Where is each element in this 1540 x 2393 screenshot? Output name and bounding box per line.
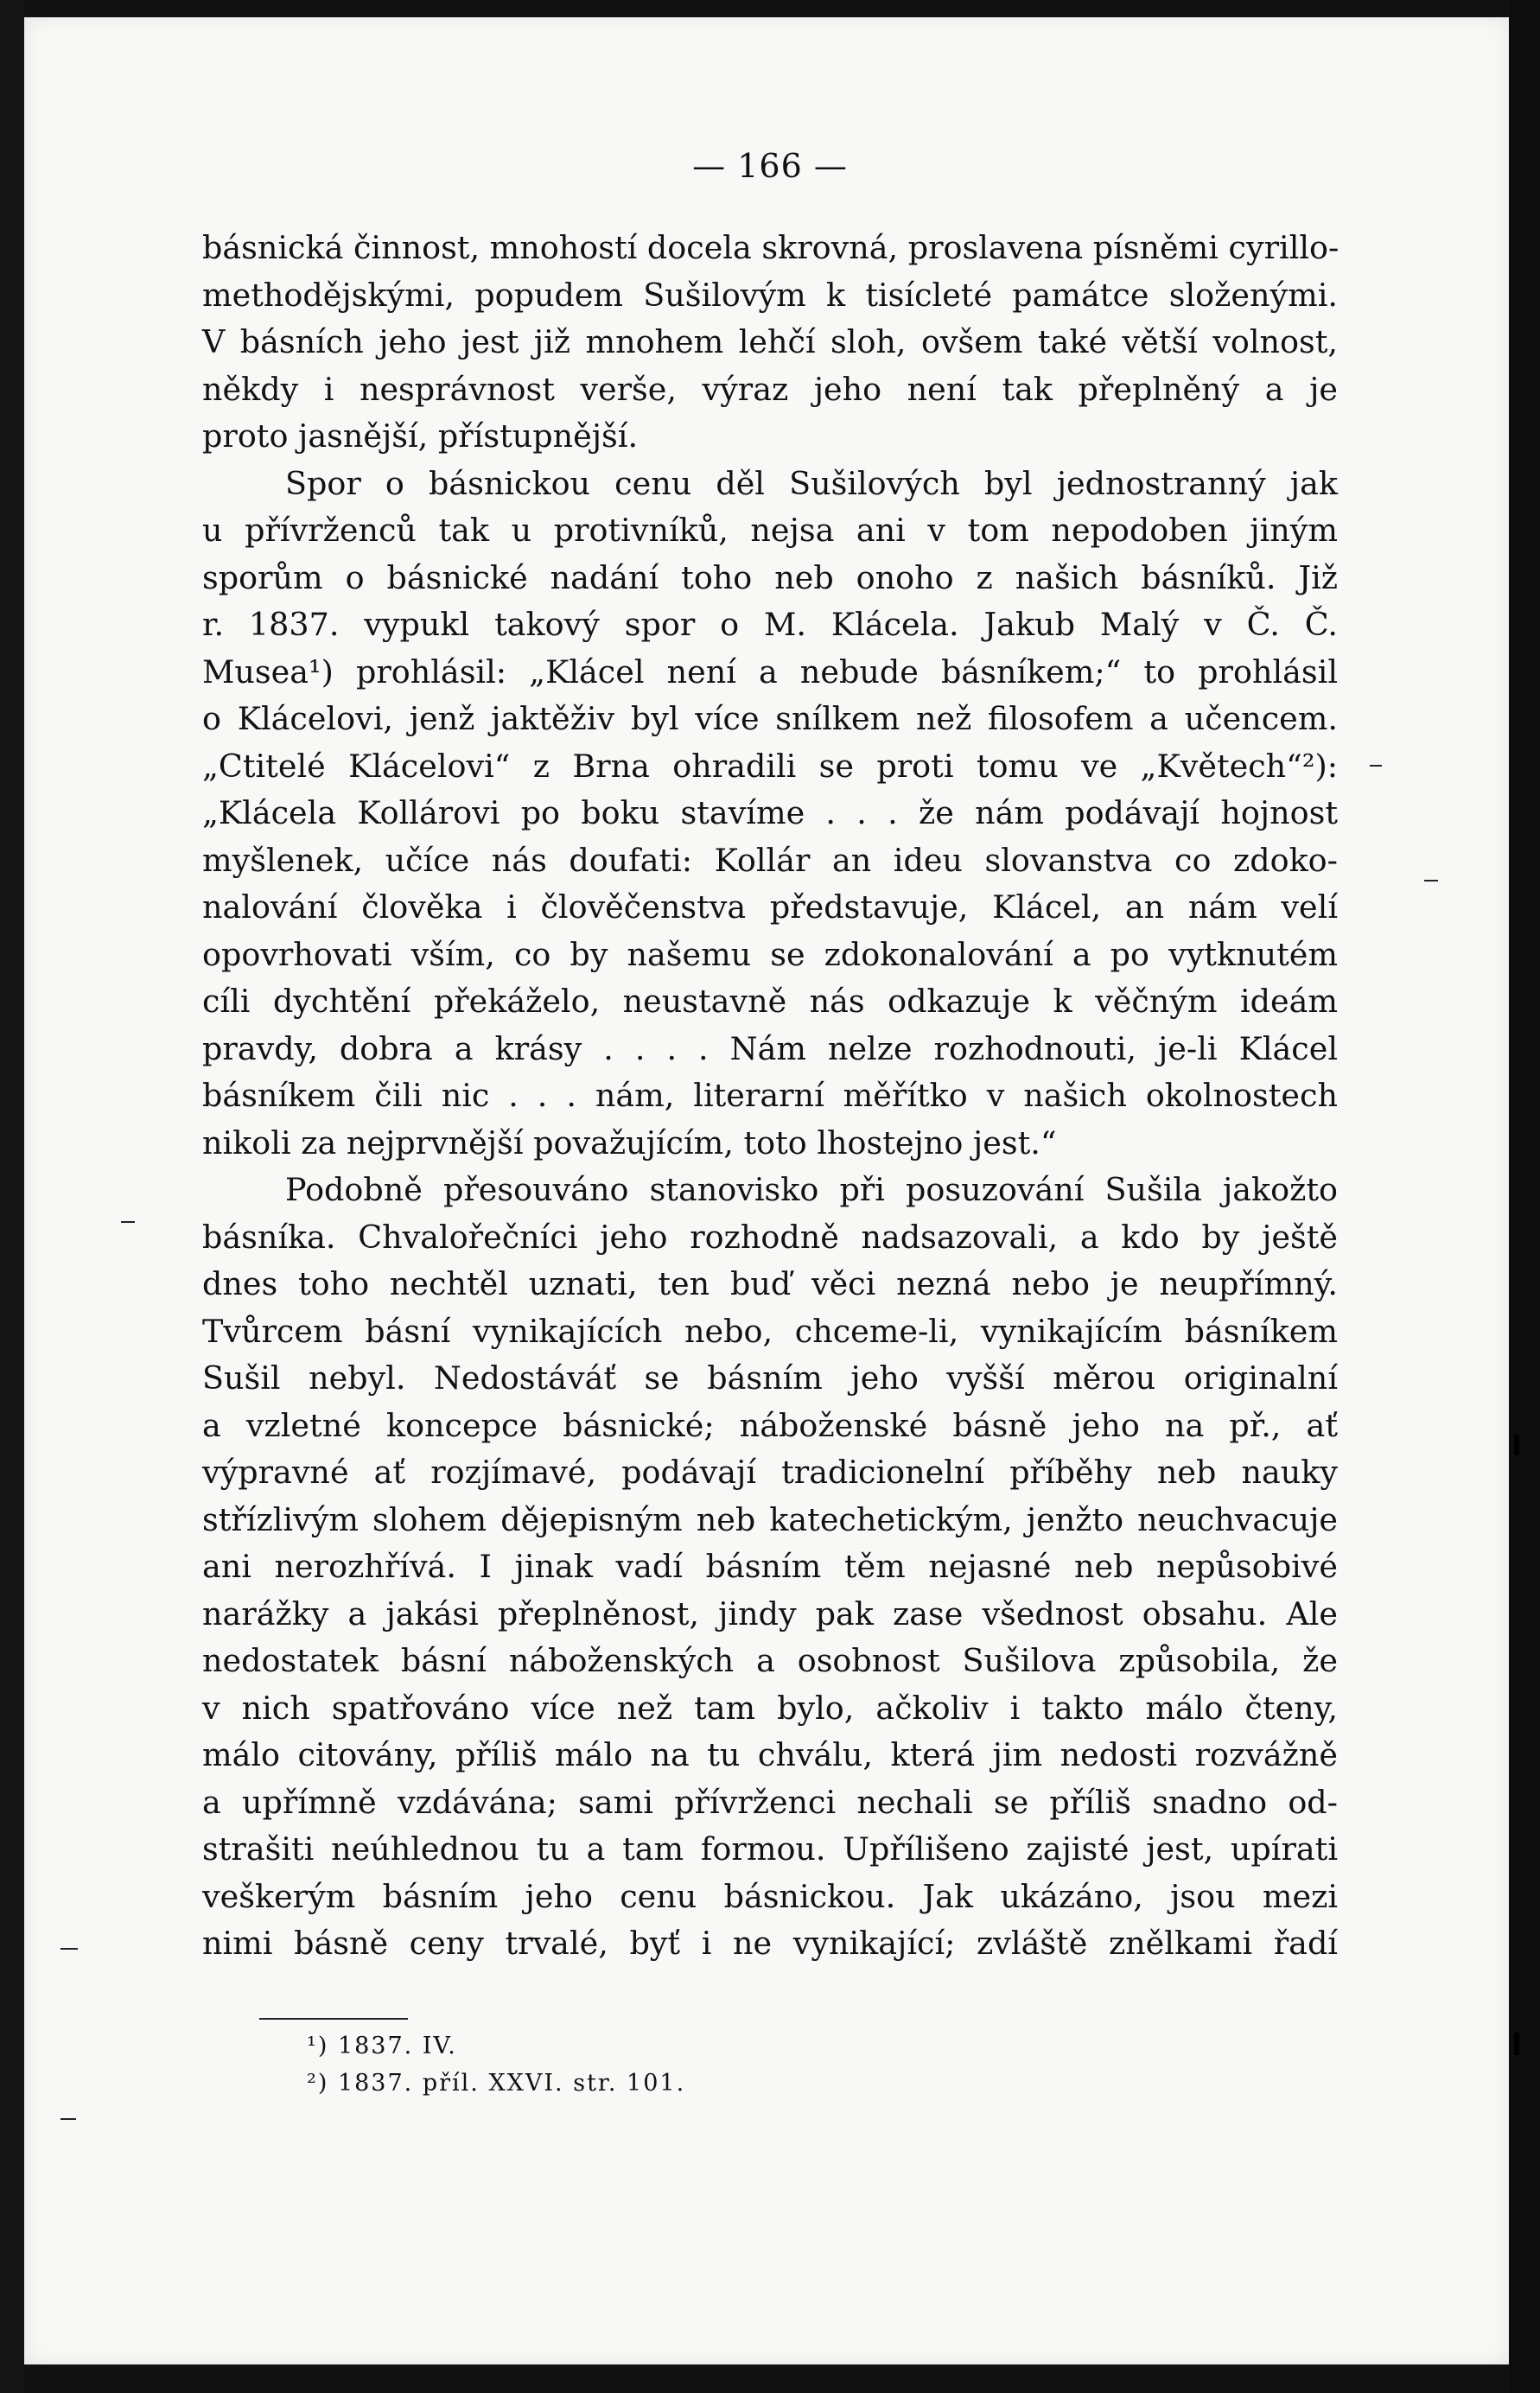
text-line: o Klácelovi, jenž jaktěživ byl více snílkem než filosofem a učencem.	[202, 700, 1338, 737]
body-text	[202, 225, 1338, 1968]
text-line: v nich spatřováno více než tam bylo, ačkoliv i takto málo čteny,	[202, 1689, 1338, 1727]
right-edge-mark	[1514, 1435, 1519, 1455]
text-line: u přívrženců tak u protivníků, nejsa ani v tom nepodoben jiným	[202, 512, 1338, 549]
scan-left-border	[0, 0, 24, 2393]
text-line: básnická činnost, mnohostí docela skrovná, proslavena písněmi cyrillo-	[202, 229, 1340, 266]
footnote-2: ²) 1837. příl. XXVI. str. 101.	[307, 2070, 686, 2097]
page-number: — 166 —	[692, 147, 848, 185]
text-line: a upřímně vzdávána; sami přívrženci nechali se příliš snadno od-	[202, 1783, 1338, 1821]
text-line: pravdy, dobra a krásy . . . . Nám nelze rozhodnouti, je-li Klácel	[202, 1029, 1338, 1067]
text-line: cíli dychtění překáželo, neustavně nás odkazuje k věčným ideám	[202, 983, 1338, 1020]
text-line: opovrhovati vším, co by našemu se zdokonalování a po vytknutém	[202, 935, 1338, 973]
text-line: nikoli za nejprvnější považujícím, toto lhostejno jest.“	[202, 1123, 1057, 1161]
text-line: Musea¹) prohlásil: „Klácel není a nebude básníkem;“ to prohlásil	[202, 652, 1338, 691]
footnotes	[307, 2027, 685, 2102]
text-line: Tvůrcem básní vynikajících nebo, chceme-li, vynikajícím básníkem	[202, 1312, 1338, 1350]
margin-tick-left	[121, 1221, 135, 1223]
text-line: proto jasnější, přístupnější.	[202, 417, 639, 455]
text-line: myšlenek, učíce nás doufati: Kollár an ideu slovanstva co zdoko-	[202, 841, 1338, 879]
footnote-rule	[259, 2018, 408, 2020]
text-line: Spor o básnickou cenu děl Sušilových byl jednostranný jak	[285, 464, 1338, 502]
text-line: nedostatek básní náboženských a osobnost Sušilova způsobila, že	[202, 1642, 1338, 1679]
text-line: „Ctitelé Klácelovi“ z Brna ohradili se proti tomu ve „Květech“²):	[202, 747, 1338, 785]
text-line: a vzletné koncepce básnické; náboženské básně jeho na př., ať	[202, 1406, 1338, 1444]
text-line: ani nerozhřívá. I jinak vadí básním těm nejasné neb nepůsobivé	[202, 1548, 1338, 1585]
text-line: Podobně přesouváno stanovisko při posuzování Sušila jakožto	[285, 1171, 1338, 1208]
text-line: někdy i nesprávnost verše, výraz jeho není tak přeplněný a je	[202, 370, 1338, 408]
right-edge-mark	[1514, 2033, 1519, 2055]
text-line: nalování člověka i člověčenstva představuje, Klácel, an nám velí	[202, 888, 1338, 926]
text-line: básníkem čili nic . . . nám, literarní měřítko v našich okolnostech	[202, 1077, 1338, 1114]
text-line: výpravné ať rozjímavé, podávají tradicionelní příběhy neb nauky	[202, 1454, 1338, 1491]
margin-tick-left	[60, 2118, 76, 2120]
text-line: narážky a jakási přeplněnost, jindy pak zase všednost obsahu. Ale	[202, 1594, 1338, 1632]
text-line: málo citovány, příliš málo na tu chválu, která jim nedosti rozvážně	[202, 1736, 1338, 1773]
text-line: nimi básně ceny trvalé, byť i ne vynikající; zvláště znělkami řadí	[202, 1925, 1338, 1962]
text-line: „Klácela Kollárovi po boku stavíme . . . že nám podávají hojnost	[202, 794, 1338, 831]
text-line: strašiti neúhlednou tu a tam formou. Upřílišeno zajisté jest, upírati	[202, 1830, 1338, 1868]
text-line: r. 1837. vypukl takový spor o M. Klácela. Jakub Malý v Č. Č.	[202, 606, 1338, 643]
text-line: střízlivým slohem dějepisným neb katechetickým, jenžto neuchvacuje	[202, 1500, 1338, 1538]
text-line: Sušil nebyl. Nedostáváť se básním jeho vyšší měrou originalní	[202, 1359, 1338, 1397]
text-line: básníka. Chvalořečníci jeho rozhodně nadsazovali, a kdo by ještě	[202, 1218, 1338, 1256]
text-line: methodějskými, popudem Sušilovým k tisícleté památce složenými.	[202, 276, 1338, 314]
footnote-1: ¹) 1837. IV.	[307, 2033, 457, 2059]
text-line: veškerým básním jeho cenu básnickou. Jak ukázáno, jsou mezi	[202, 1877, 1338, 1915]
text-line: V básních jeho jest již mnohem lehčí sloh, ovšem také větší volnost,	[202, 323, 1338, 360]
text-line: sporům o básnické nadání toho neb onoho z našich básníků. Již	[202, 558, 1338, 596]
text-line: dnes toho nechtěl uznati, ten buď věci nezná nebo je neupřímný.	[202, 1265, 1338, 1302]
margin-tick-right	[1370, 765, 1382, 767]
margin-tick-right	[1424, 880, 1438, 881]
margin-tick-left	[60, 1948, 78, 1950]
